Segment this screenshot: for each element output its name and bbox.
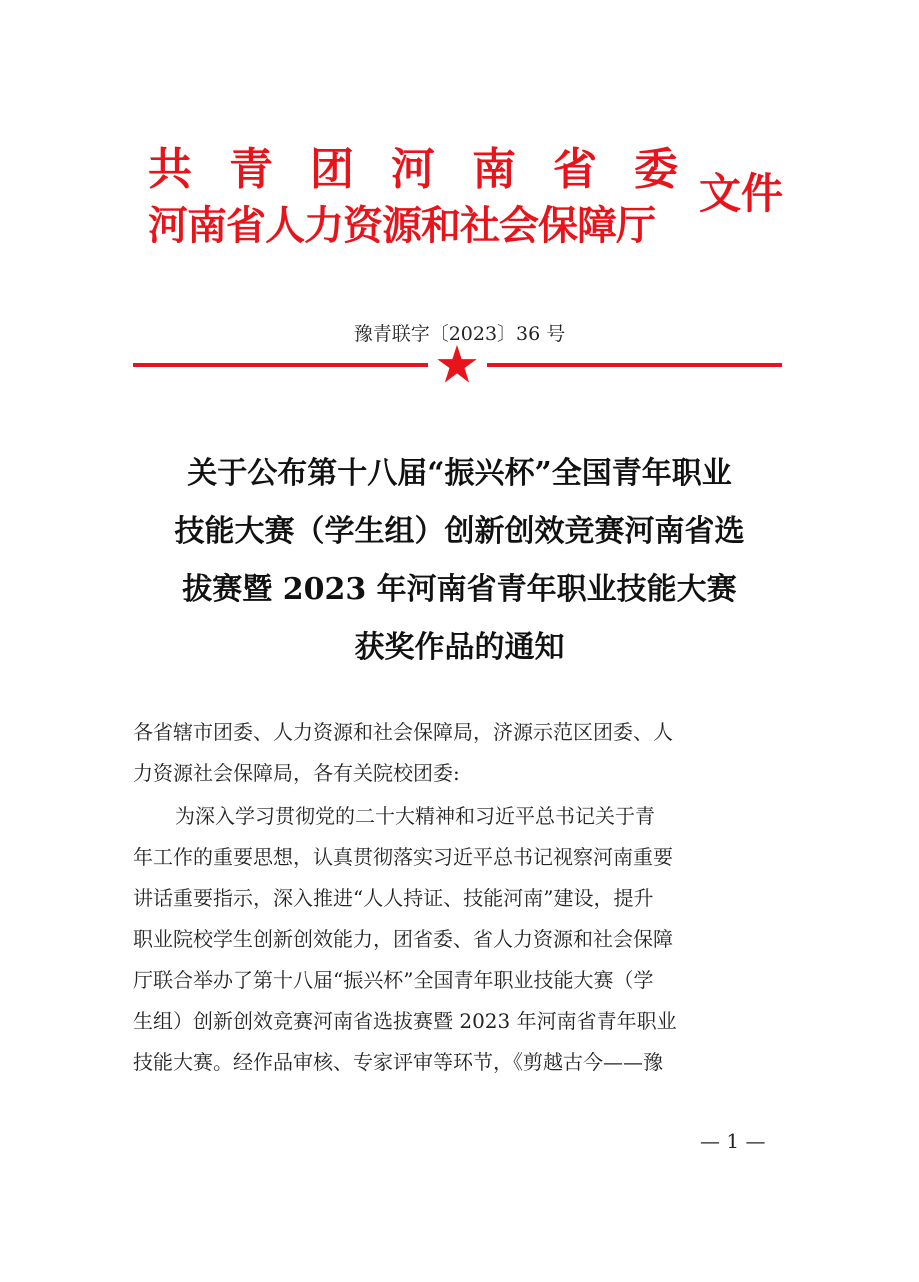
document-number: 豫青联字〔2023〕36 号	[353, 323, 566, 345]
issuer-line-2: 河南省人力资源和社会保障厅	[148, 203, 655, 249]
red-rule-left	[133, 363, 428, 367]
title-line: 获奖作品的通知	[354, 630, 565, 665]
red-rule-right	[487, 363, 782, 367]
star-icon	[436, 344, 478, 386]
title-line: 关于公布第十八届“振兴杯”全国青年职业	[187, 456, 732, 491]
salutation	[133, 712, 793, 794]
body-paragraph	[133, 796, 793, 1083]
body-line: 生组）创新创效竞赛河南省选拔赛暨 2023 年河南省青年职业	[133, 1009, 677, 1033]
body-line: 年工作的重要思想，认真贯彻落实习近平总书记视察河南重要	[133, 845, 673, 869]
body-line: 职业院校学生创新创效能力，团省委、省人力资源和社会保障	[133, 927, 673, 951]
title-line: 拔赛暨 2023 年河南省青年职业技能大赛	[182, 572, 737, 607]
body-line: 讲话重要指示，深入推进“人人持证、技能河南”建设，提升	[133, 886, 654, 910]
notice-title	[110, 445, 809, 677]
body-line: 技能大赛。经作品审核、专家评审等环节，《剪越古今——豫	[133, 1050, 663, 1074]
body-line: 厅联合举办了第十八届“振兴杯”全国青年职业技能大赛（学	[133, 968, 654, 992]
title-line: 技能大赛（学生组）创新创效竞赛河南省选	[174, 514, 745, 549]
issuer-line-1: 共青团河南省委	[148, 144, 715, 195]
salutation-line: 各省辖市团委、人力资源和社会保障局，济源示范区团委、人	[133, 720, 673, 744]
salutation-line: 力资源社会保障局，各有关院校团委:	[133, 761, 460, 785]
page-number: — 1 —	[700, 1129, 766, 1153]
body-line: 为深入学习贯彻党的二十大精神和习近平总书记关于青	[175, 804, 655, 828]
document-word: 文件	[699, 169, 784, 218]
